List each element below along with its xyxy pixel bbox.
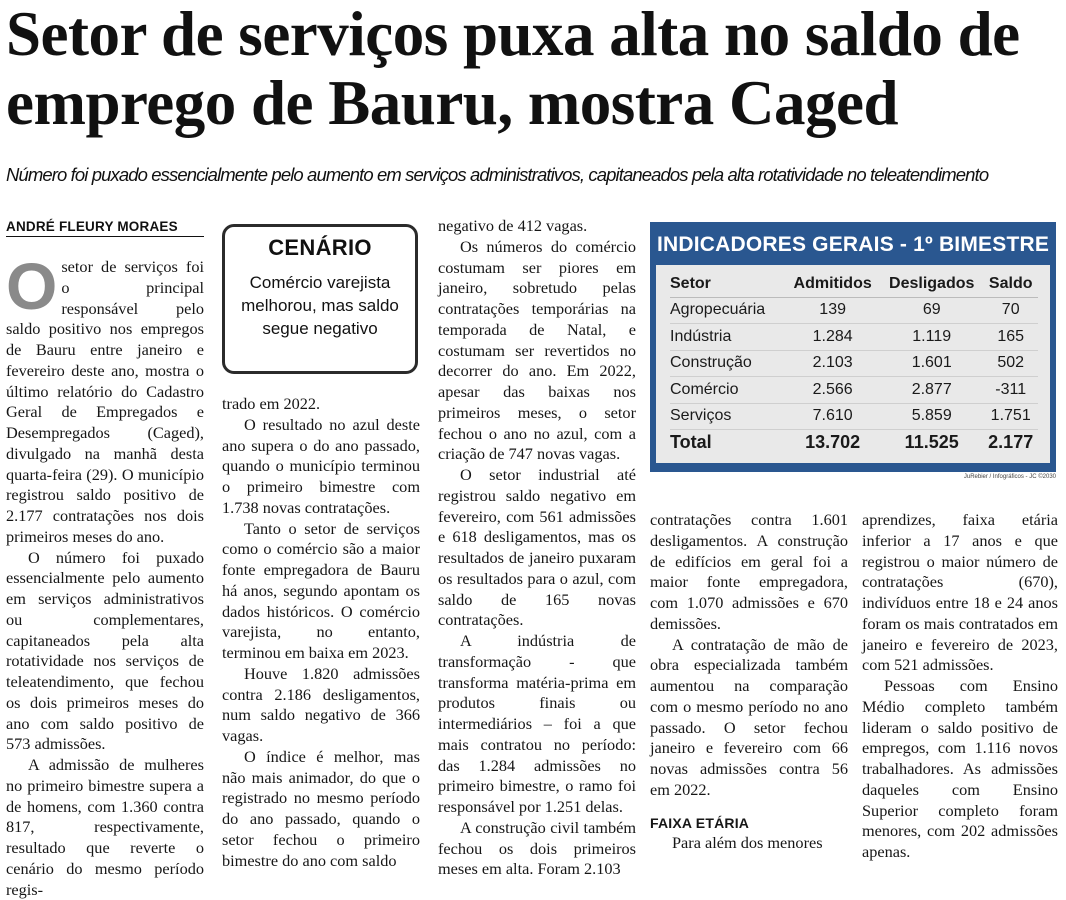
paragraph: Pessoas com Ensino Médio completo também lideram o saldo positivo de empregos, com 1.116 novos trabalhadores. As admissões daqueles com Ensino Superior completo foram menores, com 202 admissões apenas. — [862, 676, 1058, 861]
table-cell: Total — [670, 432, 712, 453]
table-row — [670, 403, 1038, 430]
column-header: Desligados — [880, 271, 983, 297]
paragraph: A admissão de mulheres no primeiro bimestre supera a de homens, com 1.360 contra 817, respectivamente, resultado que reverte o cenário do mesmo período regis- — [6, 755, 204, 899]
table-cell: 2.877 — [880, 377, 983, 404]
table-cell: 1.119 — [880, 324, 983, 351]
table-cell: 1.601 — [880, 350, 983, 377]
paragraph: contratações contra 1.601 desligamentos. A construção de edifícios em geral foi a maior fonte empregadora, com 1.070 admissões e 670 demissões. — [650, 510, 848, 633]
article-column-1 — [6, 249, 204, 900]
section-subtitle: FAIXA ETÁRIA — [650, 814, 750, 831]
paragraph: A indústria de transformação - que transforma matéria-prima em produtos finais ou intermediários – foi a que mais contratou no período: das 1.284 admissões no primeiro bimestre, o ramo foi responsável por 1.251 delas. — [438, 631, 636, 816]
table-cell: Comércio — [670, 377, 785, 404]
table-cell: 11.525 — [904, 432, 959, 453]
table-cell: Indústria — [670, 324, 785, 351]
byline: ANDRÉ FLEURY MORAES — [6, 219, 204, 237]
table-row — [670, 377, 1038, 404]
table-title: INDICADORES GERAIS - 1º BIMESTRE — [656, 233, 1050, 256]
paragraph: Para além dos menores — [672, 833, 823, 853]
paragraph: O resultado no azul deste ano supera o do ano passado, quando o município terminou o primeiro bimestre com 1.738 novas contratações. — [222, 414, 420, 517]
paragraph: O número foi puxado essencialmente pelo aumento em serviços administrativos ou complementares, capitaneados pela alta rotatividade nos serviços de teleatendimento, que fechou os dois primeiros meses do ano com saldo positivo de 573 admissões. — [6, 547, 204, 754]
table-cell: 5.859 — [880, 403, 983, 430]
table-row — [670, 297, 1038, 324]
paragraph: A construção civil também fechou os dois primeiros meses em alta. Foram 2.103 — [438, 817, 636, 879]
cenario-title: CENÁRIO — [268, 235, 372, 260]
table-cell: 7.610 — [785, 403, 880, 430]
column-header: Saldo — [983, 271, 1038, 297]
table-cell: 69 — [880, 297, 983, 324]
paragraph: Tanto o setor de serviços como o comércio são a maior fonte empregadora de Bauru há anos, segundo apontam os dados históricos. O comércio varejista, no entanto, terminou em baixa em 2023. — [222, 518, 420, 662]
table-cell: Construção — [670, 350, 785, 377]
paragraph: aprendizes, faixa etária inferior a 17 anos e que registrou o maior número de contratações (670), indivíduos entre 18 e 24 anos foram os mais contratados em janeiro e fevereiro de 2023, com 521 admissões. — [862, 510, 1058, 675]
headline: Setor de serviços puxa alta no saldo de emprego de Bauru, mostra Caged — [6, 0, 1020, 138]
table-cell: 1.284 — [785, 324, 880, 351]
table-cell: 2.177 — [988, 432, 1034, 453]
table-cell: Serviços — [670, 403, 785, 430]
table-cell: 2.103 — [785, 350, 880, 377]
table-cell: 139 — [785, 297, 880, 324]
paragraph: O índice é melhor, mas não mais animador, do que o registrado no mesmo período do ano passado, quando o setor fechou o primeiro bimestre do ano com saldo — [222, 746, 420, 870]
table-cell: -311 — [983, 377, 1038, 404]
paragraph: Houve 1.820 admissões contra 2.186 desligamentos, num saldo negativo de 366 vagas. — [222, 663, 420, 745]
paragraph: setor de serviços foi o principal responsável pelo saldo positivo nos empregos de Bauru entre janeiro e fevereiro deste ano, mostra o último relatório do Cadastro Geral de Empregados e Desempregados (Caged), divulgado na manhã desta quarta-feira (29). O município registrou saldo positivo de 2.177 contratações nos dois primeiros meses do ano. — [6, 257, 204, 546]
cenario-text: Comércio varejista melhorou, mas saldo segue negativo — [241, 273, 399, 338]
table-credit: JuRebier / Infográficos - JC ©2030 — [963, 474, 1056, 480]
table-body — [656, 265, 1050, 463]
subheadline: Número foi puxado essencialmente pelo aumento em serviços administrativos, capitaneados pela alta rotatividade no teleatendimento — [6, 164, 989, 185]
table-cell: 2.566 — [785, 377, 880, 404]
article-column-4 — [650, 510, 848, 854]
column-header: Setor — [670, 271, 785, 297]
dropcap: O — [6, 249, 58, 323]
paragraph: trado em 2022. — [222, 394, 321, 413]
table-row — [670, 350, 1038, 377]
table-cell: 13.702 — [805, 432, 861, 453]
table-cell: 70 — [983, 297, 1038, 324]
article-column-2 — [222, 394, 420, 871]
paragraph: A contratação de mão de obra especializada também aumentou na comparação com o mesmo período no ano passado. O setor fechou janeiro e fevereiro com 66 novas admissões contra 56 em 2022. — [650, 634, 848, 799]
cenario-box — [222, 224, 418, 374]
article-column-3 — [438, 216, 636, 880]
paragraph: Os números do comércio costumam ser piores em janeiro, sobretudo pelas contratações temporárias na temporada de Natal, e costumam ser revertidos no decorrer do ano. Em 2022, apesar das baixas nos primeiros meses, o setor fechou o ano no azul, com a criação de 747 novas vagas. — [438, 236, 636, 464]
indicators-table — [650, 222, 1056, 472]
table-cell: 1.751 — [983, 403, 1038, 430]
table-row — [670, 324, 1038, 351]
table-header-row — [670, 271, 1038, 297]
table-cell: 502 — [983, 350, 1038, 377]
table-cell: 165 — [983, 324, 1038, 351]
column-header: Admitidos — [785, 271, 880, 297]
paragraph: negativo de 412 vagas. — [438, 216, 588, 235]
table-cell: Agropecuária — [670, 297, 785, 324]
table-total-row — [670, 430, 1038, 456]
paragraph: O setor industrial até registrou saldo negativo em fevereiro, com 561 admissões e 618 desligamentos, mas os resultados de janeiro puxaram os resultados para o azul, com saldo de 165 novas contratações. — [438, 465, 636, 630]
article-column-5 — [862, 510, 1058, 863]
